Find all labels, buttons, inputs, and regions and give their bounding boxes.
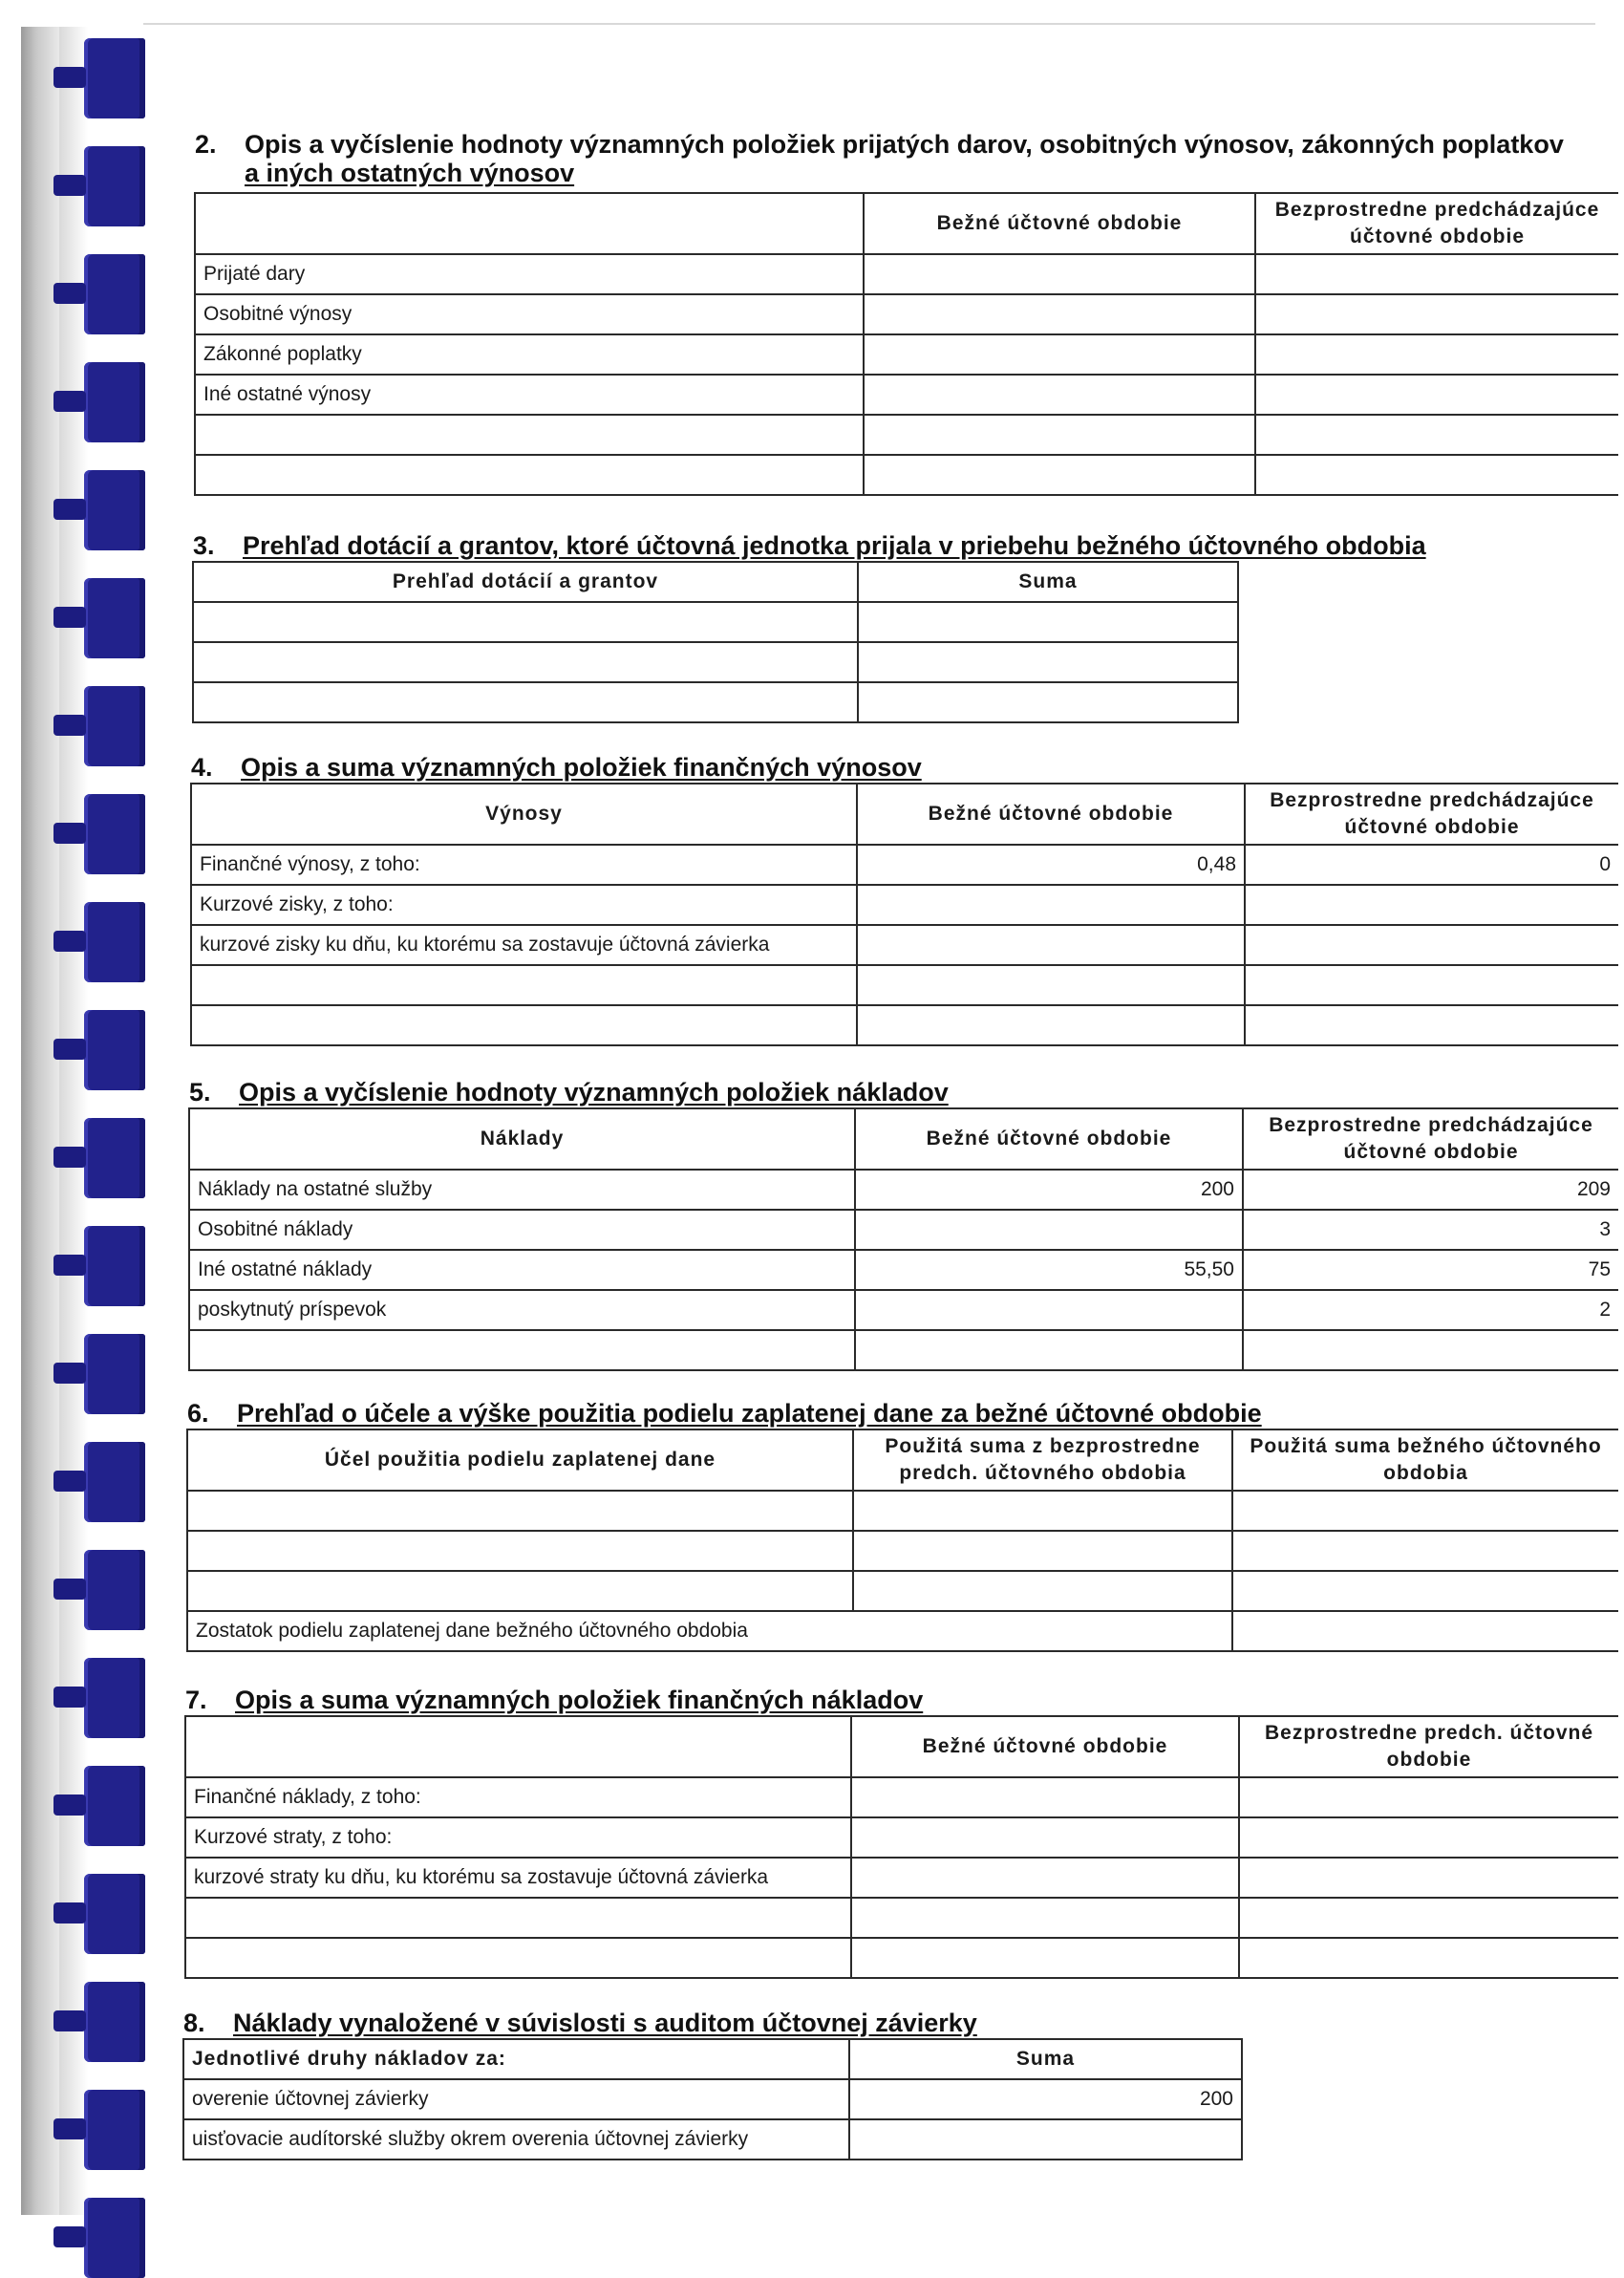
table-row [187, 1531, 1618, 1571]
section-5-title-text: Opis a vyčíslenie hodnoty významných položiek nákladov [239, 1078, 949, 1107]
section-6-title-text: Prehľad o účele a výške použitia podielu zaplatenej dane za bežné účtovné obdobie [237, 1399, 1262, 1428]
row-label [193, 682, 858, 722]
header-cell: Bezprostredne predchádzajúce účtovné obdobie [1255, 193, 1618, 254]
header-cell [195, 193, 864, 254]
previous-value [1255, 334, 1618, 375]
previous-value: 209 [1243, 1170, 1618, 1210]
table-row [185, 1898, 1618, 1938]
previous-value [1243, 1330, 1618, 1370]
previous-value [1239, 1777, 1618, 1817]
amount-value [858, 682, 1238, 722]
row-label [189, 1330, 855, 1370]
balance-value [1232, 1611, 1618, 1651]
table-row [195, 415, 1618, 455]
section-4-table [190, 783, 1618, 1046]
current-value: 0,48 [857, 845, 1245, 885]
section-3-title [193, 531, 1426, 560]
previous-value [1255, 375, 1618, 415]
table-row [189, 1170, 1618, 1210]
amount-value: 200 [849, 2079, 1242, 2119]
current-value [864, 415, 1255, 455]
prev-used-value [853, 1571, 1232, 1611]
table-row [185, 1817, 1618, 1858]
section-2-title-second [245, 159, 574, 187]
current-used-value [1232, 1491, 1618, 1531]
previous-value: 2 [1243, 1290, 1618, 1330]
section-3-table [192, 561, 1239, 723]
current-value: 200 [855, 1170, 1243, 1210]
section-2-table [194, 192, 1618, 496]
table-row [193, 642, 1238, 682]
row-label [187, 1571, 853, 1611]
current-value [851, 1777, 1239, 1817]
balance-row [187, 1611, 1618, 1651]
prev-used-value [853, 1491, 1232, 1531]
prev-used-value [853, 1531, 1232, 1571]
section-6-title [187, 1399, 1262, 1428]
section-5-number: 5. [189, 1078, 211, 1107]
section-2-title [195, 130, 1564, 159]
table-row [189, 1250, 1618, 1290]
header-cell: Jednotlivé druhy nákladov za: [183, 2039, 849, 2079]
previous-value [1255, 415, 1618, 455]
section-5-title [189, 1078, 949, 1107]
table-row [195, 375, 1618, 415]
table-header-row [189, 1108, 1618, 1170]
current-value [857, 965, 1245, 1005]
table-row [191, 925, 1618, 965]
balance-label: Zostatok podielu zaplatenej dane bežného účtovného obdobia [187, 1611, 1232, 1651]
current-used-value [1232, 1531, 1618, 1571]
header-cell: Suma [858, 562, 1238, 602]
current-value [864, 375, 1255, 415]
section-2-number: 2. [195, 130, 217, 159]
row-label: Iné ostatné náklady [189, 1250, 855, 1290]
header-cell: Použitá suma z bezprostredne predch. účtovného obdobia [853, 1429, 1232, 1491]
table-row [185, 1858, 1618, 1898]
table-header-row [183, 2039, 1242, 2079]
previous-value [1239, 1938, 1618, 1978]
row-label: Iné ostatné výnosy [195, 375, 864, 415]
table-row [193, 602, 1238, 642]
section-3-number: 3. [193, 531, 215, 560]
row-label: Osobitné náklady [189, 1210, 855, 1250]
header-cell: Výnosy [191, 784, 857, 845]
section-7-number: 7. [185, 1686, 207, 1714]
section-8-title-text: Náklady vynaložené v súvislosti s auditom účtovnej závierky [233, 2009, 977, 2037]
current-value [864, 455, 1255, 495]
header-cell [185, 1716, 851, 1777]
row-label: Prijaté dary [195, 254, 864, 294]
section-8-number: 8. [183, 2009, 205, 2037]
row-label: Finančné výnosy, z toho: [191, 845, 857, 885]
previous-value: 3 [1243, 1210, 1618, 1250]
amount-value [858, 602, 1238, 642]
table-header-row [187, 1429, 1618, 1491]
section-4-number: 4. [191, 753, 213, 782]
row-label [185, 1938, 851, 1978]
table-row [189, 1210, 1618, 1250]
row-label [195, 415, 864, 455]
previous-value [1255, 455, 1618, 495]
current-value [857, 885, 1245, 925]
previous-value [1239, 1817, 1618, 1858]
row-label: Osobitné výnosy [195, 294, 864, 334]
table-header-row [185, 1716, 1618, 1777]
current-value [855, 1210, 1243, 1250]
header-cell: Bezprostredne predchádzajúce účtovné obdobie [1243, 1108, 1618, 1170]
section-4-title-text: Opis a suma významných položiek finančných výnosov [241, 753, 922, 782]
row-label [191, 965, 857, 1005]
row-label: Kurzové straty, z toho: [185, 1817, 851, 1858]
header-cell: Bežné účtovné obdobie [855, 1108, 1243, 1170]
table-row [195, 334, 1618, 375]
header-cell: Prehľad dotácií a grantov [193, 562, 858, 602]
amount-value [858, 642, 1238, 682]
current-value [855, 1330, 1243, 1370]
previous-value [1245, 925, 1618, 965]
section-7-title-text: Opis a suma významných položiek finančných nákladov [235, 1686, 924, 1714]
table-row [193, 682, 1238, 722]
row-label [193, 602, 858, 642]
section-2-title-line1: Opis a vyčíslenie hodnoty významných položiek prijatých darov, osobitných výnosov, zákonných poplatkov [245, 130, 1564, 159]
row-label: Zákonné poplatky [195, 334, 864, 375]
header-cell: Použitá suma bežného účtovného obdobia [1232, 1429, 1618, 1491]
current-value [864, 254, 1255, 294]
row-label: kurzové straty ku dňu, ku ktorému sa zostavuje účtovná závierka [185, 1858, 851, 1898]
row-label: overenie účtovnej závierky [183, 2079, 849, 2119]
table-row [191, 885, 1618, 925]
table-row [191, 965, 1618, 1005]
section-3-title-text: Prehľad dotácií a grantov, ktoré účtovná jednotka prijala v priebehu bežného účtovného obdobia [243, 531, 1426, 560]
table-row [195, 455, 1618, 495]
previous-value: 0 [1245, 845, 1618, 885]
section-8-title [183, 2009, 977, 2037]
current-value [851, 1817, 1239, 1858]
table-row [185, 1938, 1618, 1978]
table-row [183, 2079, 1242, 2119]
row-label [195, 455, 864, 495]
table-row [189, 1290, 1618, 1330]
current-value [857, 925, 1245, 965]
previous-value [1239, 1858, 1618, 1898]
table-header-row [195, 193, 1618, 254]
table-row [187, 1571, 1618, 1611]
row-label: Finančné náklady, z toho: [185, 1777, 851, 1817]
row-label: Náklady na ostatné služby [189, 1170, 855, 1210]
current-used-value [1232, 1571, 1618, 1611]
row-label: uisťovacie audítorské služby okrem overenia účtovnej závierky [183, 2119, 849, 2160]
current-value [855, 1290, 1243, 1330]
section-6-number: 6. [187, 1399, 209, 1428]
table-row [195, 294, 1618, 334]
current-value [864, 334, 1255, 375]
row-label [185, 1898, 851, 1938]
table-row [195, 254, 1618, 294]
row-label [187, 1531, 853, 1571]
row-label [193, 642, 858, 682]
current-value: 55,50 [855, 1250, 1243, 1290]
section-4-title [191, 753, 922, 782]
previous-value [1239, 1898, 1618, 1938]
header-cell: Bežné účtovné obdobie [857, 784, 1245, 845]
row-label: Kurzové zisky, z toho: [191, 885, 857, 925]
header-cell: Suma [849, 2039, 1242, 2079]
row-label [187, 1491, 853, 1531]
section-5-table [188, 1107, 1618, 1371]
amount-value [849, 2119, 1242, 2160]
header-cell: Bežné účtovné obdobie [864, 193, 1255, 254]
table-row [191, 1005, 1618, 1045]
header-cell: Bezprostredne predch. účtovné obdobie [1239, 1716, 1618, 1777]
current-value [864, 294, 1255, 334]
current-value [851, 1858, 1239, 1898]
section-2-title-line2: a iných ostatných výnosov [245, 159, 575, 187]
section-8-table [182, 2038, 1243, 2160]
table-row [185, 1777, 1618, 1817]
table-row [191, 845, 1618, 885]
row-label: kurzové zisky ku dňu, ku ktorému sa zostavuje účtovná závierka [191, 925, 857, 965]
header-cell: Bežné účtovné obdobie [851, 1716, 1239, 1777]
table-header-row [193, 562, 1238, 602]
previous-value [1255, 294, 1618, 334]
row-label: poskytnutý príspevok [189, 1290, 855, 1330]
header-cell: Bezprostredne predchádzajúce účtovné obdobie [1245, 784, 1618, 845]
current-value [857, 1005, 1245, 1045]
previous-value [1255, 254, 1618, 294]
table-header-row [191, 784, 1618, 845]
previous-value [1245, 885, 1618, 925]
row-label [191, 1005, 857, 1045]
previous-value [1245, 965, 1618, 1005]
previous-value [1245, 1005, 1618, 1045]
current-value [851, 1898, 1239, 1938]
section-7-title [185, 1686, 923, 1714]
header-cell: Náklady [189, 1108, 855, 1170]
previous-value: 75 [1243, 1250, 1618, 1290]
section-7-table [184, 1715, 1618, 1979]
header-cell: Účel použitia podielu zaplatenej dane [187, 1429, 853, 1491]
section-6-table [186, 1429, 1618, 1652]
current-value [851, 1938, 1239, 1978]
table-row [189, 1330, 1618, 1370]
table-row [183, 2119, 1242, 2160]
table-row [187, 1491, 1618, 1531]
